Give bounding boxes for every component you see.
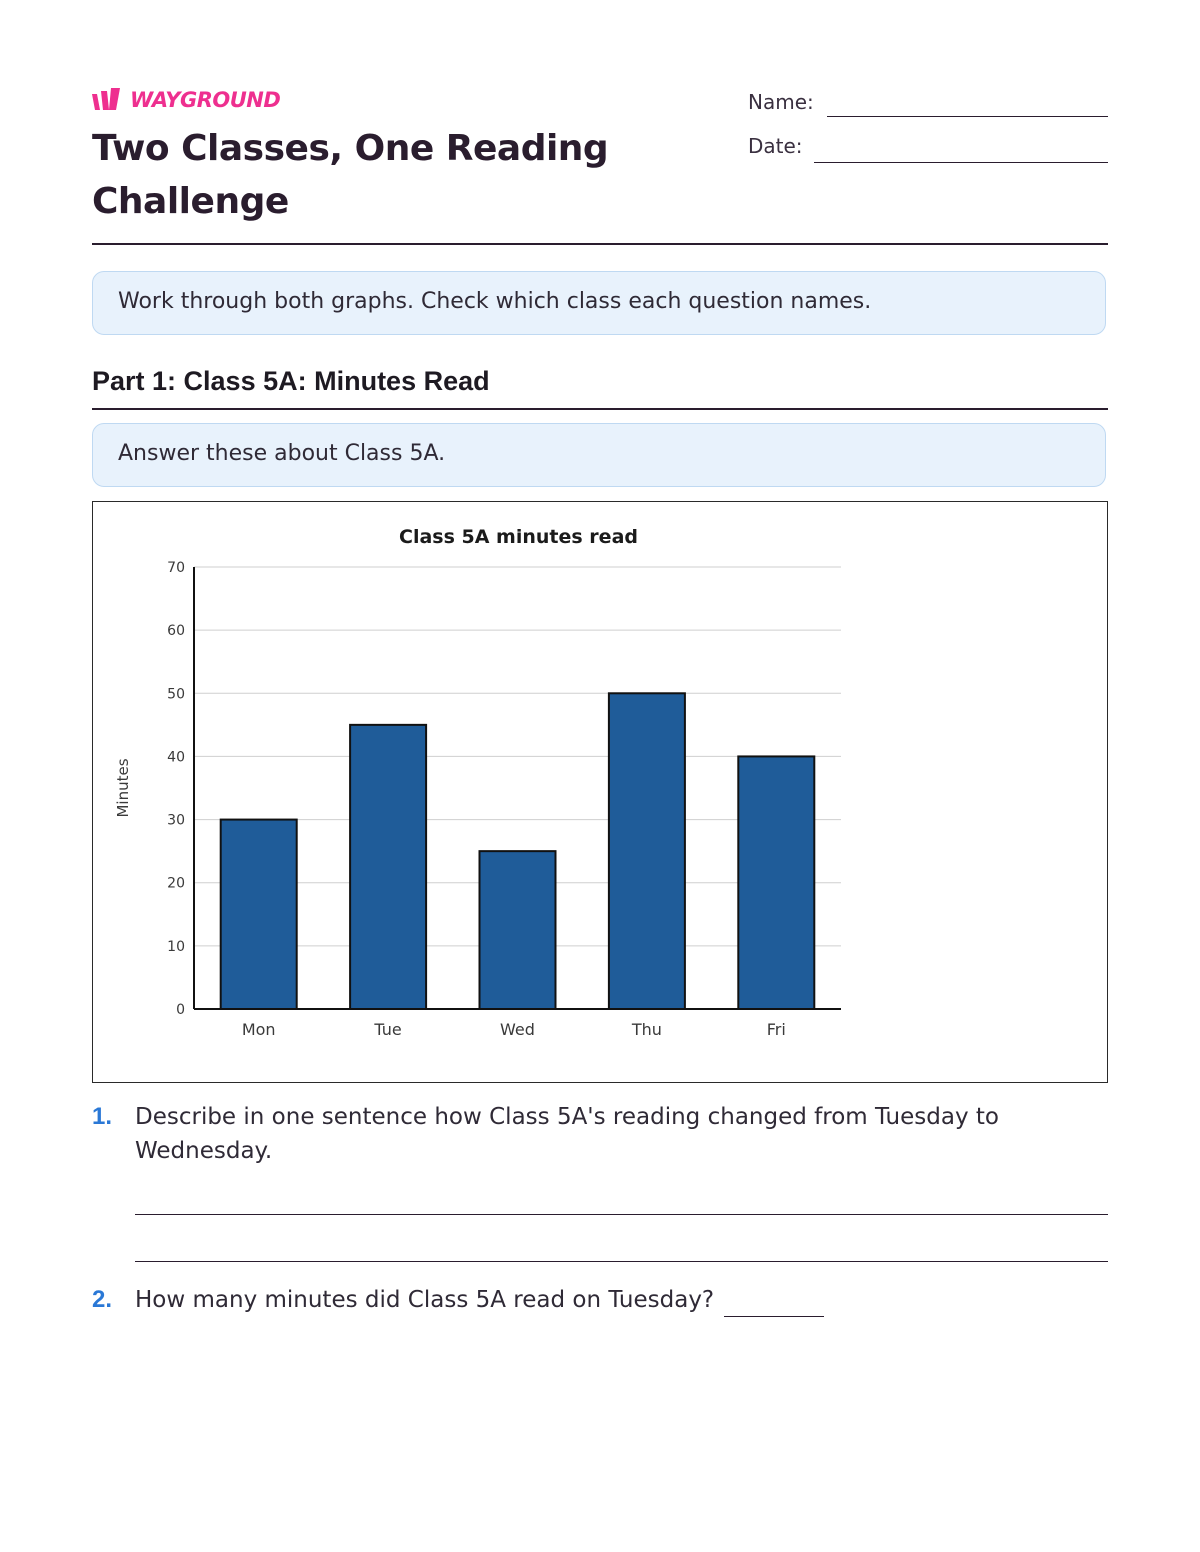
brand-name: WAYGROUND bbox=[130, 88, 281, 112]
worksheet-page bbox=[92, 0, 1108, 1552]
y-tick-label: 50 bbox=[167, 686, 185, 703]
brand-logo bbox=[92, 86, 280, 114]
date-input-line[interactable] bbox=[814, 162, 1108, 163]
x-tick-label: Fri bbox=[766, 1020, 786, 1039]
bar-chart bbox=[93, 502, 1107, 1082]
y-tick-label: 30 bbox=[167, 812, 185, 829]
y-axis-label: Minutes bbox=[114, 758, 132, 818]
x-tick-label: Wed bbox=[500, 1020, 535, 1039]
question-2-text-wrap bbox=[135, 1283, 1035, 1317]
worksheet-header bbox=[92, 86, 1108, 246]
x-tick-label: Mon bbox=[241, 1020, 276, 1039]
question-2-number: 2. bbox=[92, 1286, 113, 1313]
answer-line-2[interactable] bbox=[135, 1261, 1108, 1262]
y-tick-label: 40 bbox=[167, 749, 185, 766]
name-label: Name: bbox=[748, 90, 814, 114]
part1-note-text: Answer these about Class 5A. bbox=[118, 441, 446, 466]
date-label: Date: bbox=[748, 134, 803, 158]
y-tick-label: 70 bbox=[167, 560, 185, 576]
y-tick-label: 60 bbox=[167, 623, 185, 640]
date-field[interactable] bbox=[748, 134, 803, 158]
instructions-box bbox=[92, 271, 1106, 335]
bar-mon bbox=[221, 820, 297, 1009]
instructions-text: Work through both graphs. Check which class each question names. bbox=[118, 289, 872, 314]
bar-tue bbox=[350, 725, 426, 1009]
x-tick-label: Thu bbox=[631, 1020, 662, 1039]
chart-frame bbox=[92, 501, 1108, 1083]
bar-fri bbox=[738, 756, 814, 1009]
y-tick-label: 20 bbox=[167, 875, 185, 892]
part1-divider bbox=[92, 408, 1108, 410]
header-divider bbox=[92, 243, 1108, 245]
question-1-number: 1. bbox=[92, 1103, 113, 1130]
part1-note-box bbox=[92, 423, 1106, 487]
name-input-line[interactable] bbox=[827, 116, 1108, 117]
question-2-text: How many minutes did Class 5A read on Tuesday? bbox=[135, 1287, 715, 1313]
y-tick-label: 10 bbox=[167, 938, 185, 955]
page-title: Two Classes, One Reading Challenge bbox=[92, 128, 609, 222]
answer-line-1[interactable] bbox=[135, 1214, 1108, 1215]
y-tick-label: 0 bbox=[176, 1002, 185, 1018]
question-1-text: Describe in one sentence how Class 5A's reading changed from Tuesday to Wednesday. bbox=[135, 1104, 999, 1164]
name-field[interactable] bbox=[748, 90, 814, 114]
chart-title: Class 5A minutes read bbox=[399, 526, 638, 548]
wayground-logo-icon bbox=[92, 88, 126, 112]
bar-thu bbox=[609, 693, 685, 1009]
part1-title: Part 1: Class 5A: Minutes Read bbox=[92, 366, 490, 396]
bar-wed bbox=[480, 851, 556, 1009]
question-2-answer-blank[interactable] bbox=[724, 1288, 824, 1317]
x-tick-label: Tue bbox=[374, 1020, 402, 1039]
